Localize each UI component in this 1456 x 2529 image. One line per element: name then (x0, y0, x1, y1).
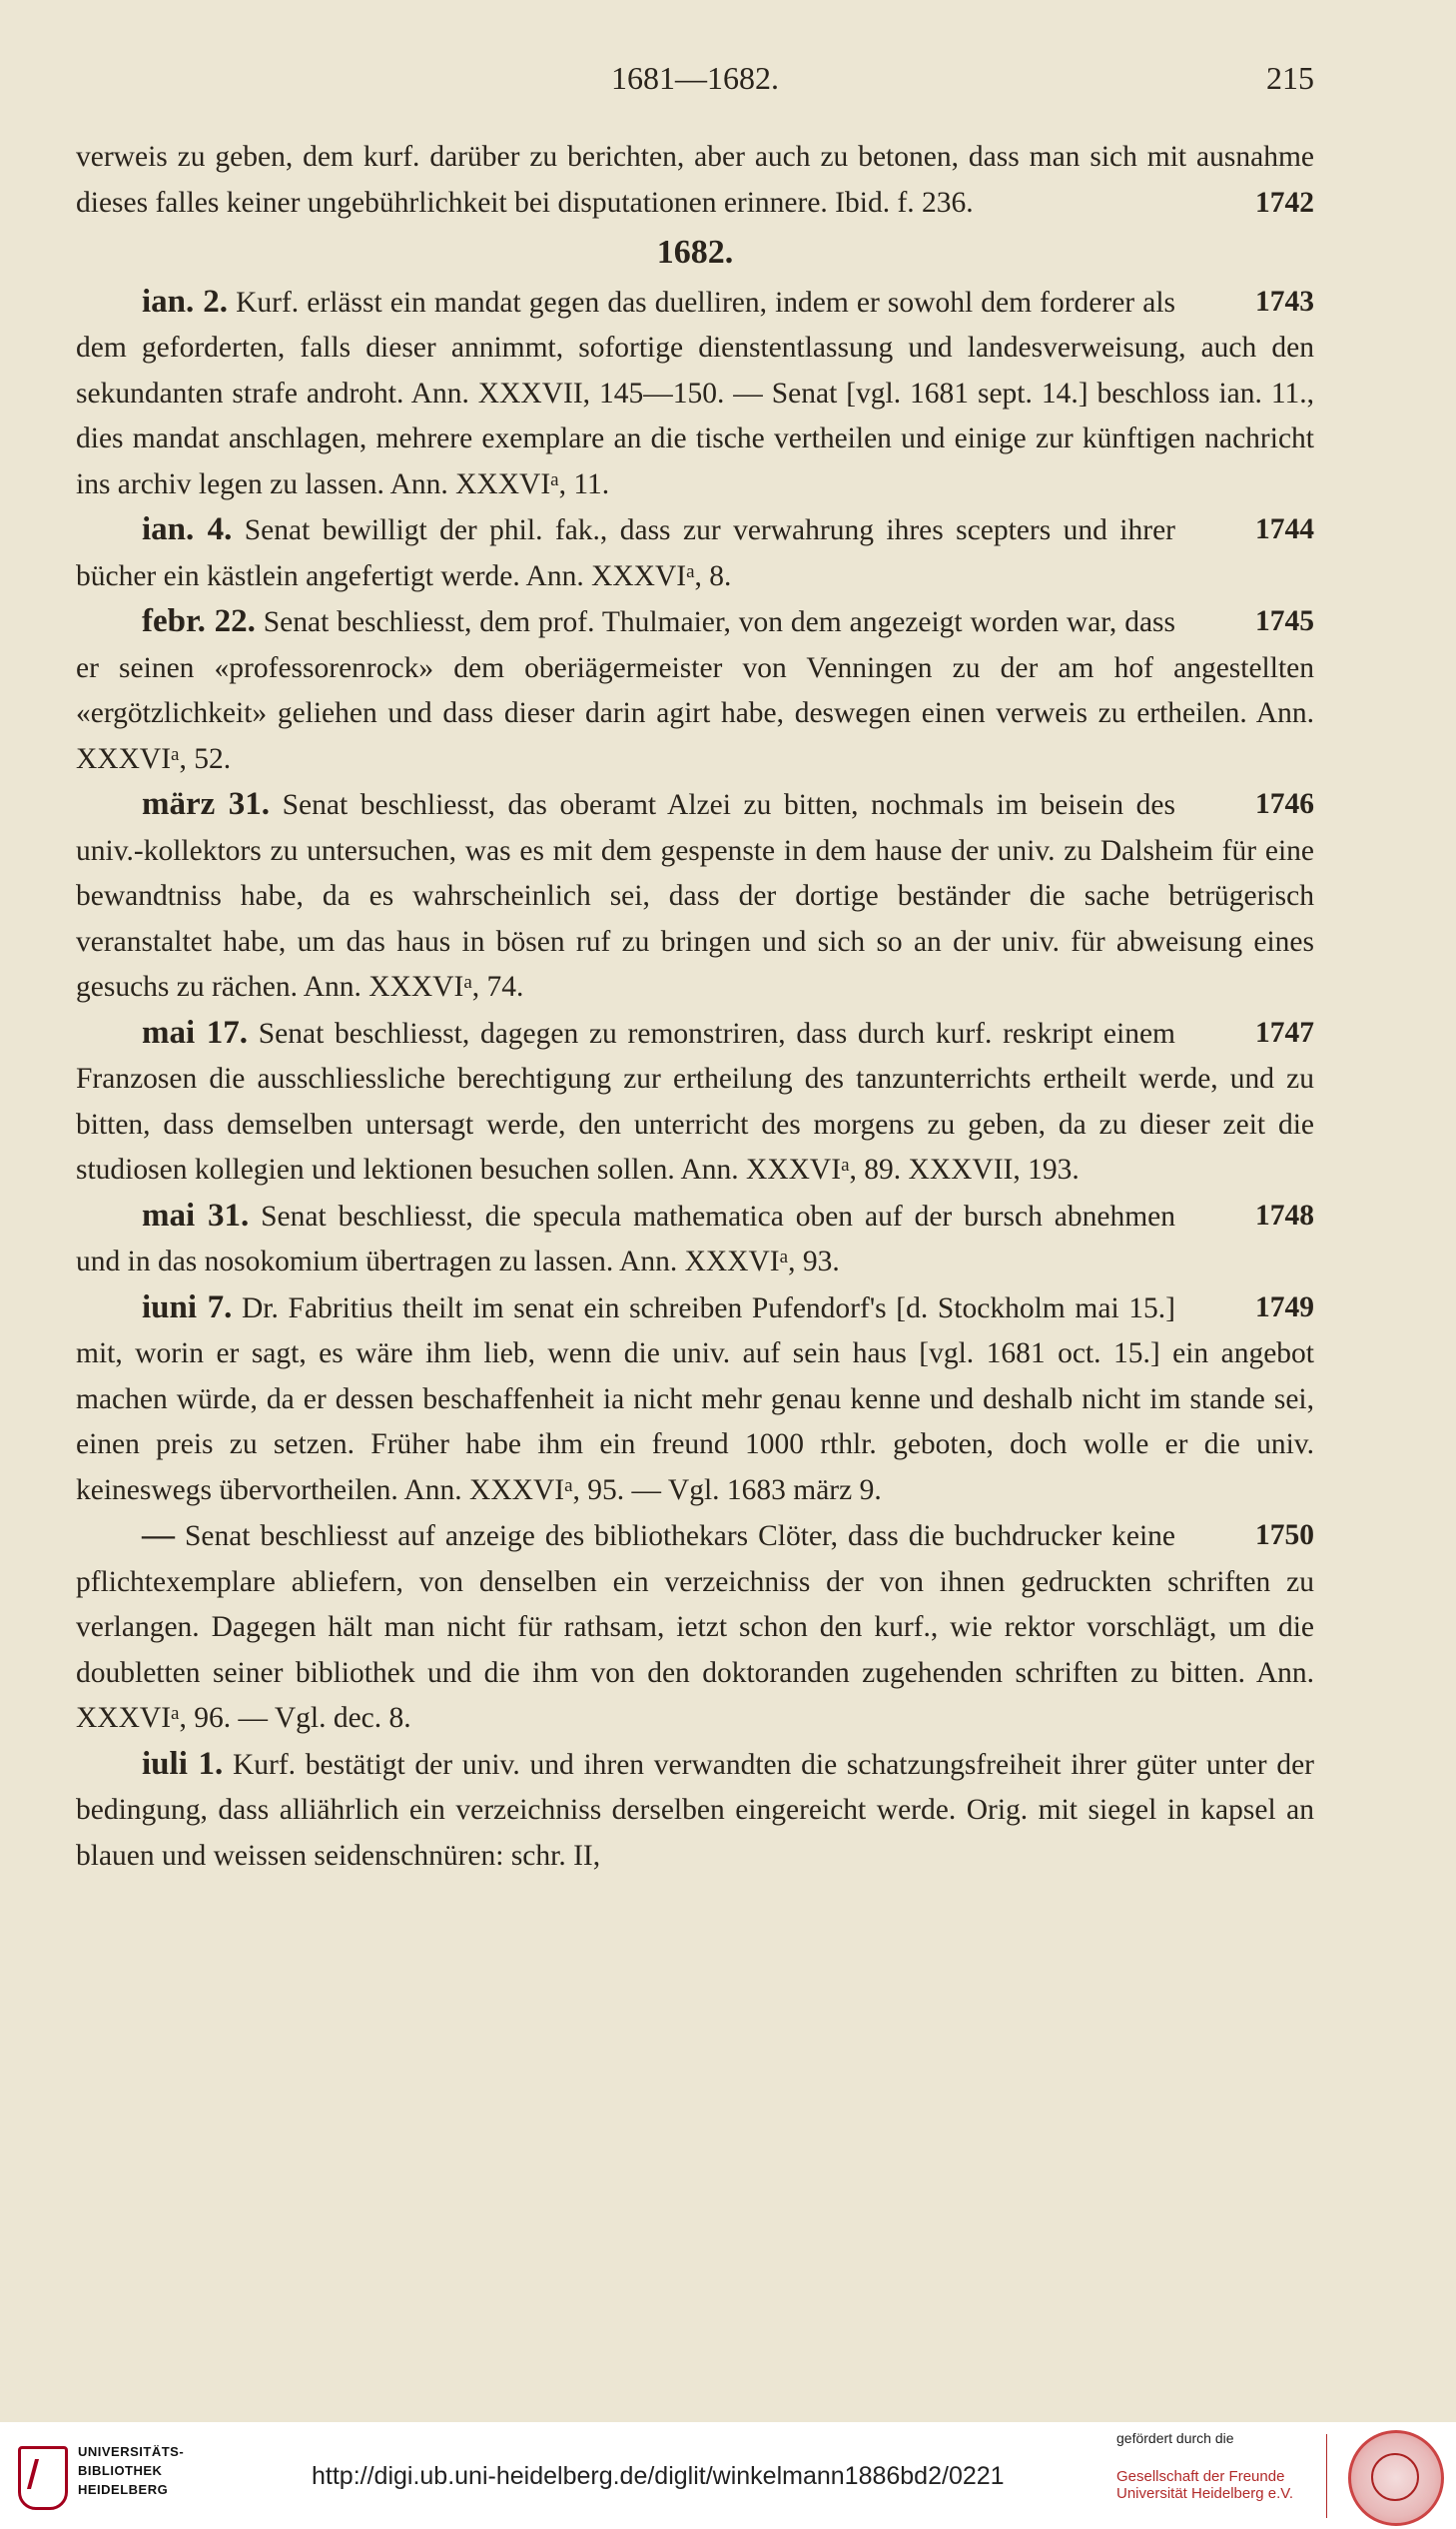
entry-date: mai 31. (142, 1197, 250, 1234)
entry-superscript: a (686, 560, 695, 582)
entry-date: — (142, 1517, 175, 1553)
entry-superscript: a (841, 1155, 850, 1176)
entry-date: ian. 2. (142, 283, 228, 320)
entry-date: märz 31. (142, 786, 271, 822)
university-seal-icon[interactable] (1348, 2430, 1444, 2526)
entry-paragraph (76, 280, 1314, 508)
entry-superscript: a (171, 743, 180, 765)
entry-paragraph (76, 599, 1314, 782)
library-crest-icon (18, 2446, 68, 2510)
entry-text: Senat beschliesst auf anzeige des bibliothekars Clöter, dass die buchdrucker keine pflichtexemplare abliefern, von denselben ein verzeichniss der von ihnen gedruckten schriften zu verlangen. Dagegen hält man nicht für rathsam, ietzt schon den kurf., wie rektor vorschlägt, um die doubletten seiner bibliothek und die ihm von den doktoranden zugehenden schriften zu bitten. Ann. XXXVI (76, 1520, 1314, 1734)
entry-date: mai 17. (142, 1014, 249, 1051)
intro-text: verweis zu geben, dem kurf. darüber zu berichten, aber auch zu betonen, dass man sich mit ausnahme dieses falles keiner ungebührlichkeit bei disputationen erinnere. Ibid. f. 236. (76, 141, 1314, 219)
page-header (76, 50, 1314, 110)
entry-date: ian. 4. (142, 511, 233, 547)
entry-superscript: a (564, 1474, 573, 1496)
entry-text: Senat beschliesst, dagegen zu remonstriren, dass durch kurf. reskript einem Franzosen die ausschliessliche berechtigung zur ertheilung des tanzunterrichts ertheilt werde, und zu bitten, dass demselben untersagt werde, den unterricht des morgens zu geben, da zu dieser zeit die studiosen kollegien und lektionen besuchen sollen. Ann. XXXVI (76, 1017, 1314, 1186)
entry-number: 1745 (1255, 605, 1314, 637)
entry-superscript: a (171, 1703, 180, 1724)
entry-number: 1749 (1255, 1290, 1314, 1323)
entry-number: 1748 (1255, 1199, 1314, 1232)
entry-text: Senat bewilligt der phil. fak., dass zur verwahrung ihres scepters und ihrer bücher ein kästlein angefertigt werde. Ann. XXXVI (76, 514, 1175, 592)
entry-reference: , 52. (179, 742, 232, 775)
entry-superscript: a (463, 972, 472, 993)
year-heading: 1682. (656, 234, 734, 271)
entry-number: 1742 (1255, 186, 1314, 219)
entry-reference: , 74. (471, 971, 524, 1003)
entry-text: Kurf. erlässt ein mandat gegen das duelliren, indem er sowohl dem forderer als dem geforderten, falls dieser annimmt, sofortige dienstentlassung und landesverweisung, auch den sekundanten strafe androht. Ann. XXXVII, 145—150. — Senat [vgl. 1681 sept. 14.] beschloss ian. 11., dies mandat anschlagen, mehrere exemplare an die tische vertheilen und einige zur künftigen nachricht ins archiv legen zu lassen. Ann. XXXVI (76, 286, 1314, 500)
running-title: 1681—1682. (611, 60, 779, 96)
entry-number: 1744 (1255, 513, 1314, 545)
entry-number: 1750 (1255, 1519, 1314, 1551)
entry-paragraph (76, 1011, 1314, 1194)
sponsor-line3: Universität Heidelberg e.V. (1116, 2485, 1294, 2502)
entry-date: febr. 22. (142, 603, 256, 639)
page-number: 215 (1266, 60, 1314, 96)
library-name-line1: UNIVERSITÄTS- (78, 2444, 185, 2459)
entry-reference: , 11. (558, 467, 610, 500)
entry-superscript: a (779, 1247, 789, 1267)
entry-text: Senat beschliesst, die specula mathematica oben auf der bursch abnehmen und in das nosokomium übertragen zu lassen. Ann. XXXVI (76, 1200, 1175, 1277)
entry-number: 1743 (1255, 285, 1314, 318)
library-name-line2: BIBLIOTHEK (78, 2463, 163, 2478)
sponsor-line1: gefördert durch die (1116, 2430, 1234, 2446)
entry-text: Senat beschliesst, dem prof. Thulmaier, von dem angezeigt worden war, dass er seinen «professorenrock» dem oberiägermeister von Venningen zu der am hof angestellten «ergötzlichkeit» geliehen und dass dieser darin agirt habe, deswegen einen verweis zu ertheilen. Ann. XXXVI (76, 606, 1314, 775)
entry-paragraph (76, 1742, 1314, 1880)
entry-paragraph (76, 1194, 1314, 1285)
entry-date: iuli 1. (142, 1745, 224, 1782)
entry-paragraph (76, 1285, 1314, 1514)
library-name-line3: HEIDELBERG (78, 2482, 169, 2497)
entry-paragraph (76, 507, 1314, 599)
entry-reference: , 89. XXXVII, 193. (849, 1154, 1080, 1186)
entry-date: iuni 7. (142, 1288, 233, 1325)
entry-text: Kurf. bestätigt der univ. und ihren verwandten die schatzungsfreiheit ihrer güter unter der bedingung, dass alliährlich ein verzeichniss derselben eingereicht werde. Orig. mit siegel in kapsel an blauen und weissen seidenschnüren: schr. II, (76, 1748, 1314, 1872)
entry-superscript: a (550, 468, 559, 490)
entry-text: Dr. Fabritius theilt im senat ein schreiben Pufendorf's [d. Stockholm mai 15.] mit, worin er sagt, es wäre ihm lieb, wenn die univ. auf sein haus [vgl. 1681 oct. 15.] ein angebot machen würde, da er dessen beschaffenheit ia nicht mehr genau kenne und deshalb nicht im stande sei, einen preis zu setzen. Früher habe ihm ein freund 1000 rthlr. geboten, doch wolle er die univ. keineswegs übervortheilen. Ann. XXXVI (76, 1291, 1314, 1506)
entry-reference: , 96. — Vgl. dec. 8. (179, 1702, 411, 1734)
permalink-url[interactable]: http://digi.ub.uni-heidelberg.de/diglit/winkelmann1886bd2/0221 (312, 2462, 1005, 2490)
footer-bar (0, 2422, 1456, 2529)
sponsor-line2: Gesellschaft der Freunde (1116, 2468, 1285, 2485)
entries-list (76, 280, 1314, 1880)
library-logo[interactable] (18, 2438, 198, 2513)
divider (1326, 2434, 1327, 2518)
entry-paragraph (76, 1513, 1314, 1742)
entry-number: 1746 (1255, 788, 1314, 820)
entry-reference: , 8. (694, 559, 732, 592)
page-body (76, 135, 1314, 1879)
entry-text: Senat beschliesst, das oberamt Alzei zu bitten, nochmals im beisein des univ.-kollektors zu untersuchen, was es mit dem gespenste in dem hause der univ. zu Dalsheim für eine bewandtniss habe, da es wahrscheinlich sei, dass der dortige beständer die sache betrügerisch veranstaltet habe, um das haus in bösen ruf zu bringen und sich so an der univ. für abweisung eines gesuchs zu rächen. Ann. XXXVI (76, 789, 1314, 1003)
entry-number: 1747 (1255, 1016, 1314, 1049)
sponsor-text (1116, 2430, 1316, 2502)
intro-paragraph (76, 135, 1314, 226)
entry-reference: , 93. (788, 1246, 840, 1277)
entry-reference: , 95. — Vgl. 1683 märz 9. (572, 1473, 882, 1506)
entry-paragraph (76, 782, 1314, 1011)
